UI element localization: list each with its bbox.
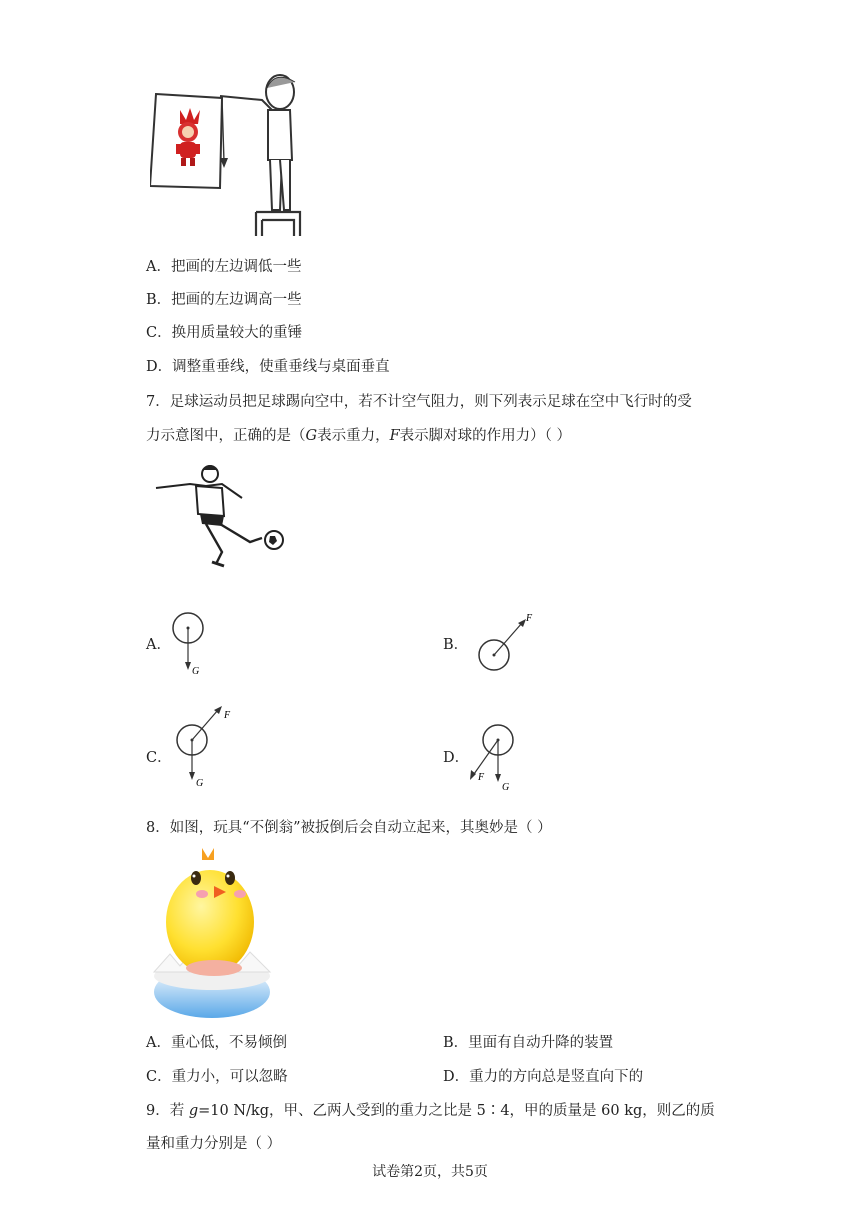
option-b: B．把画的左边调高一些: [146, 292, 302, 308]
picture-hanging-figure: [150, 70, 310, 240]
page-footer: 试卷第2页，共5页: [372, 1164, 488, 1180]
option-c: C．换用质量较大的重锤: [146, 325, 303, 341]
diagram-c: [168, 702, 248, 792]
q8-option-a: A．重心低，不易倾倒: [146, 1035, 287, 1051]
force-g-label: G: [192, 666, 200, 677]
q8-option-b: B．里面有自动升降的装置: [443, 1035, 614, 1051]
force-f-label: F: [478, 772, 485, 783]
tumbler-toy-image: [150, 842, 276, 1020]
force-f-label: F: [526, 613, 533, 624]
option-a: A．把画的左边调低一些: [146, 259, 302, 275]
force-g-label: G: [502, 782, 510, 793]
force-g-label: G: [196, 778, 204, 789]
question-9-stem-line2: 量和重力分别是（ ）: [146, 1136, 282, 1152]
question-7-stem: 7．足球运动员把足球踢向空中，若不计空气阻力，则下列表示足球在空中飞行时的受: [146, 394, 692, 410]
q7-label-c: C．: [146, 750, 172, 766]
option-d: D．调整重垂线，使重垂线与桌面垂直: [146, 359, 390, 375]
q8-option-c: C．重力小，可以忽略: [146, 1069, 288, 1085]
question-8-stem: 8．如图，玩具“不倒翁”被扳倒后会自动立起来，其奥妙是（ ）: [146, 820, 552, 836]
question-7-stem-line2: 力示意图中，正确的是（G表示重力，F表示脚对球的作用力）（ ）: [146, 428, 572, 444]
q8-option-d: D．重力的方向总是竖直向下的: [443, 1069, 644, 1085]
q7-label-a: A．: [146, 637, 171, 653]
diagram-a: [168, 608, 228, 680]
question-9-stem: 9．若 g=10 N/kg，甲、乙两人受到的重力之比是 5∶4，甲的质量是 60 kg，则乙的质: [146, 1103, 715, 1119]
diagram-b: [470, 605, 540, 677]
diagram-d: [462, 714, 532, 794]
q7-label-d: D．: [443, 750, 470, 766]
q7-label-b: B．: [443, 637, 469, 653]
force-f-label: F: [224, 710, 231, 721]
soccer-player-figure: [150, 462, 290, 572]
